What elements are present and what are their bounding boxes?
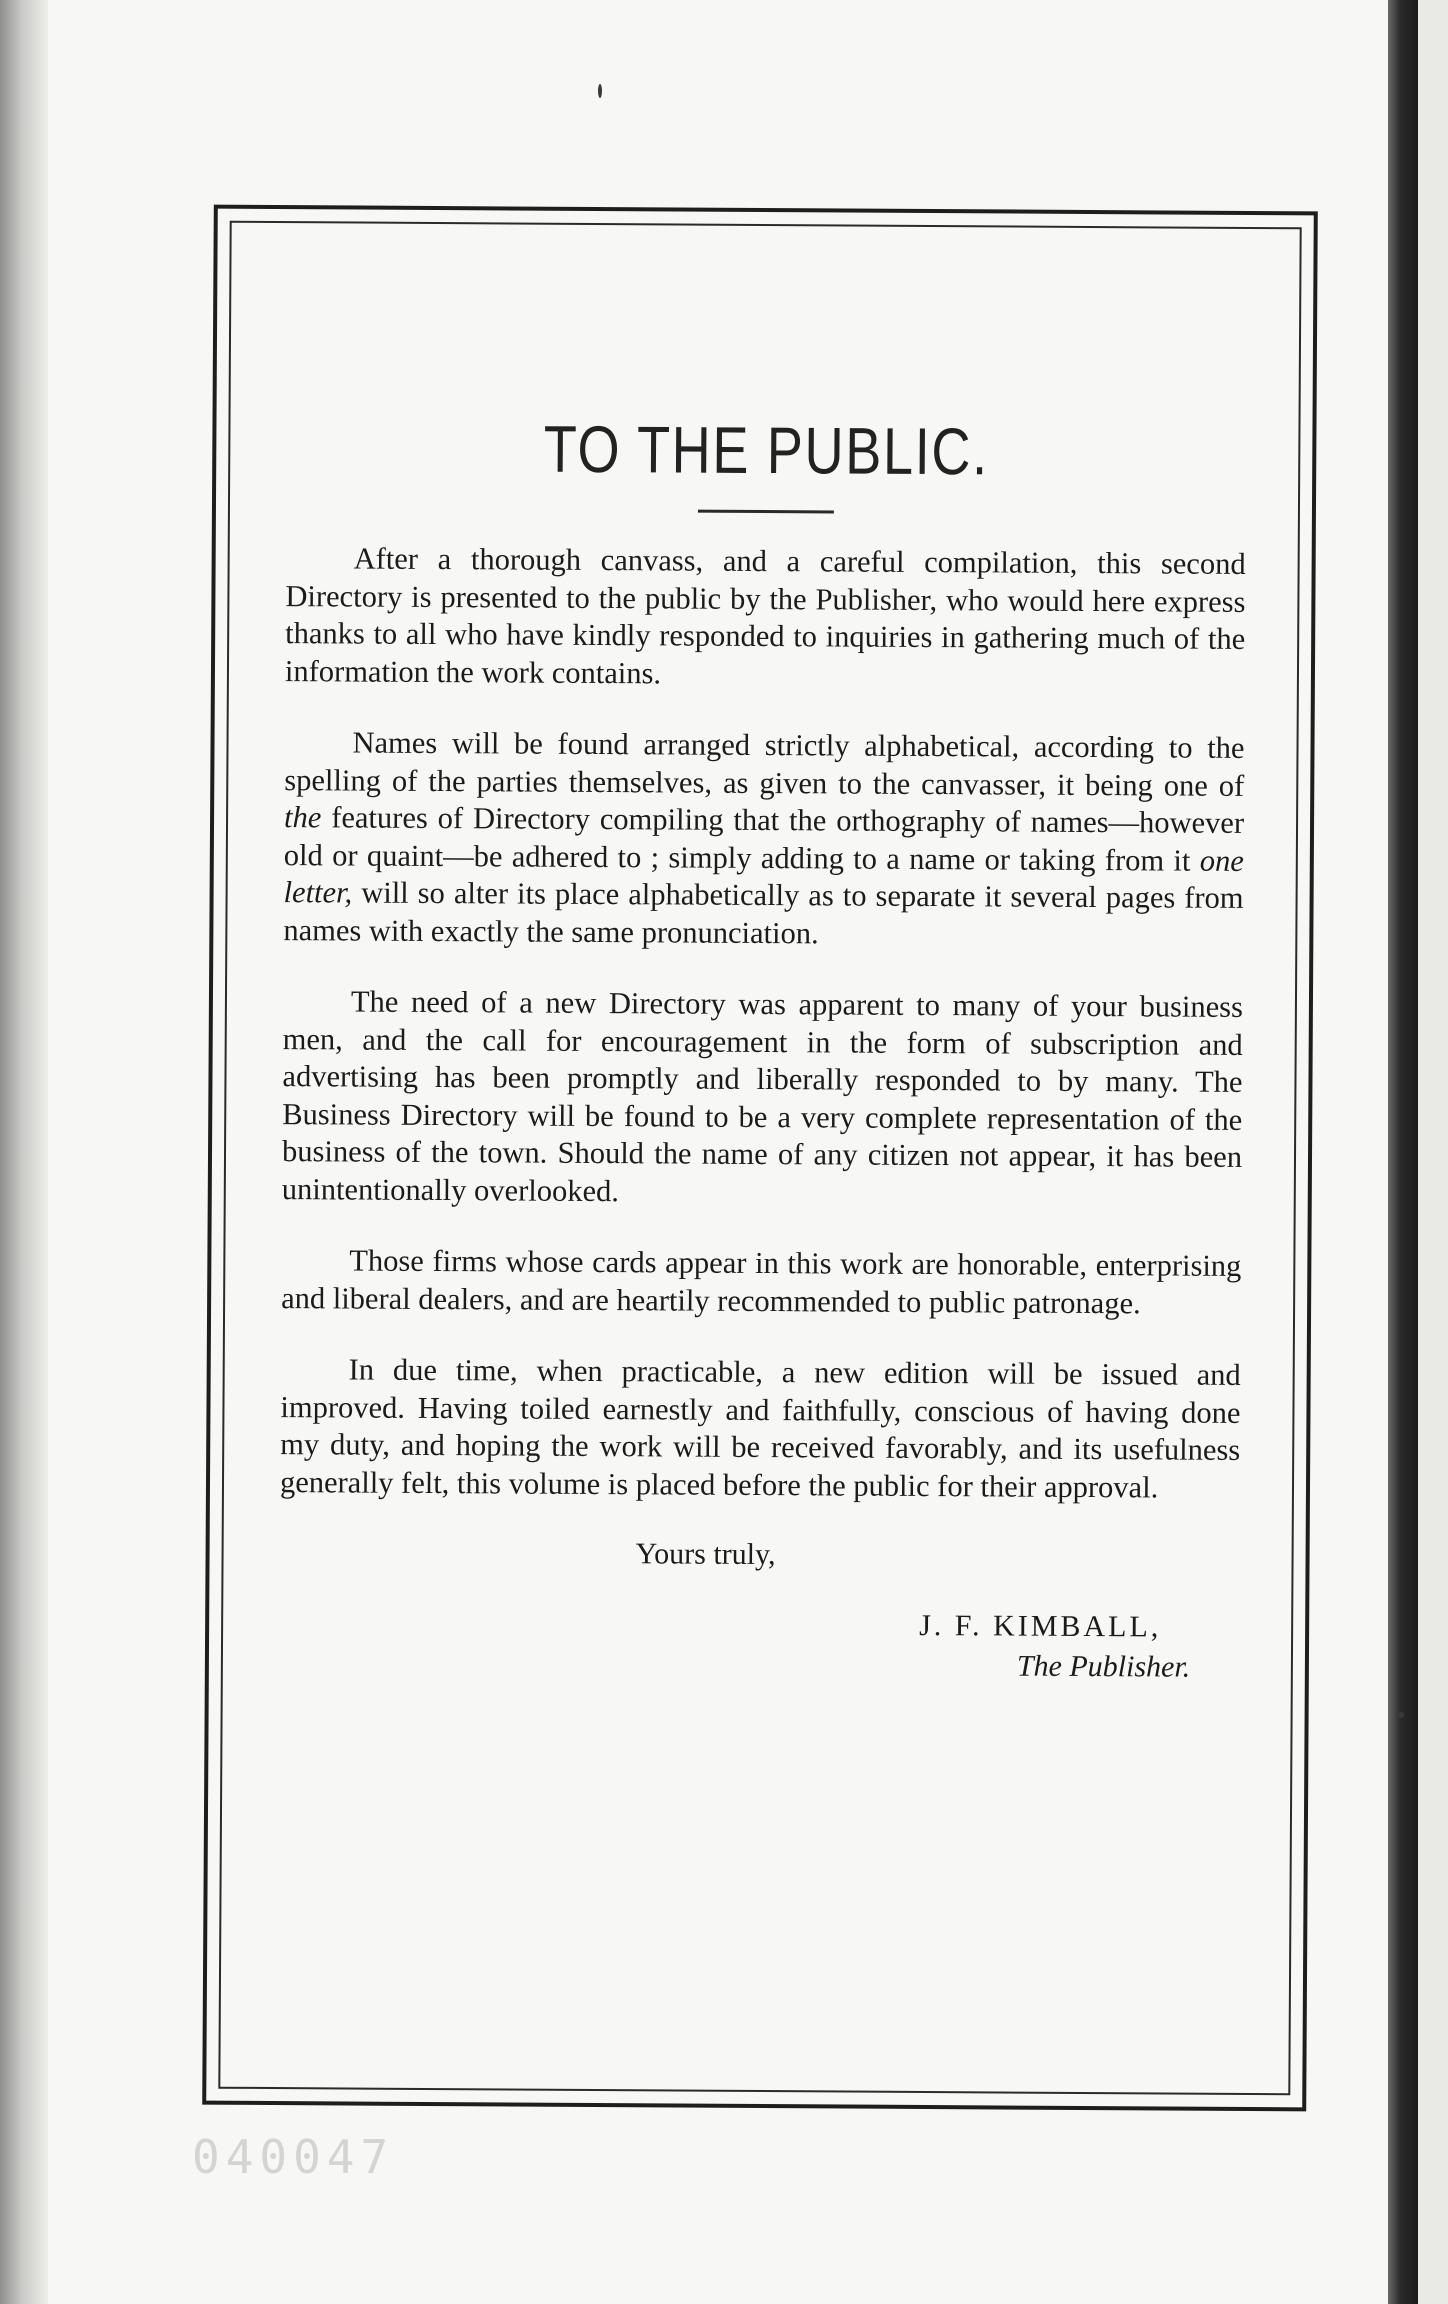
closing-block: [279, 1535, 1240, 1685]
page-title: TO THE PUBLIC.: [543, 411, 990, 489]
paragraph-firms: Those firms whose cards appear in this work are honorable, enterprising and liberal dealers, and are heartily recommended to public patronage.: [281, 1243, 1242, 1320]
signature-name: J. F. KIMBALL,: [919, 1608, 1162, 1644]
scan-speck: [1398, 1712, 1404, 1718]
emphasis-the: the: [283, 800, 322, 835]
page-content: [279, 409, 1247, 1685]
paragraph-thanks: After a thorough canvass, and a careful compilation, this second Directory is presented to the public by the Publisher, who would here express thanks to all who have kindly responded to inquiries in gathering much of the information the work contains.: [284, 541, 1246, 690]
scan-speck: [598, 84, 602, 98]
page-left-shadow: [0, 0, 48, 2304]
book-spine-edge: [1388, 0, 1418, 2304]
double-rule-border: [202, 205, 1318, 2112]
paragraph-new-edition: In due time, when practicable, a new edition will be issued and improved. Having toiled earnestly and faithfully, conscious of having done my duty, and hoping the work will be received favorably, and its usefulness generally felt, this volume is placed before the public for their approval.: [279, 1352, 1241, 1504]
signature-title: The Publisher.: [1016, 1649, 1191, 1684]
paragraph-names-arrangement: Names will be found arranged strictly alphabetical, according to the spelling of the parties themselves, as given to the canvasser, it being one of the features of Directory compiling that the orthography of names—however old or quaint—be adhered to ; simply adding to a name or taking from it one letter, will so alter its place alphabetically as to separate it several pages from names with exactly the same pronunciation.: [283, 725, 1245, 950]
title-divider: [698, 510, 834, 514]
emphasis-one-letter: one letter,: [283, 843, 1244, 910]
paragraph-new-directory: The need of a new Directory was apparent to many of your business men, and the call for encouragement in the form of subscription and advertising has been promptly and liberally responded to by many. The Business Directory will be found to be a very complete representation of the business of the town. Should the name of any citizen not appear, it has been unintentionally overlooked.: [281, 984, 1244, 1208]
catalog-number-stamp: 040047: [192, 2130, 395, 2184]
closing-salutation: Yours truly,: [635, 1537, 776, 1572]
